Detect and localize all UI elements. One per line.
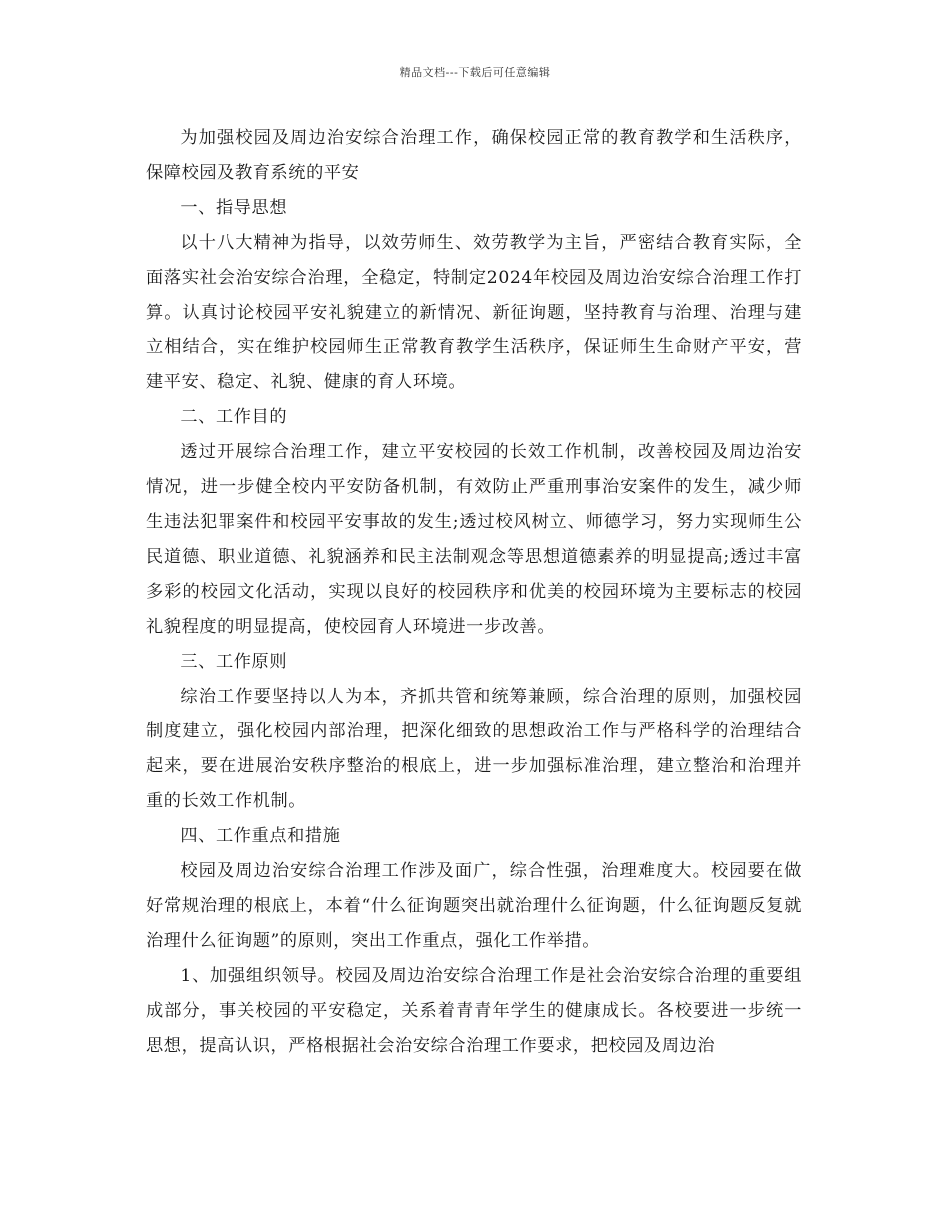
- guiding-thought-paragraph: 以十八大精神为指导，以效劳师生、效劳教学为主旨，严密结合教育实际，全面落实社会治安综合治理，全稳定，特制定2024年校园及周边治安综合治理工作打算。认真讨论校园平安礼貌建立的新情况、新征询题，坚持教育与治理、治理与建立相结合，实在维护校园师生正常教育教学生活秩序，保证师生生命财产平安，营建平安、稳定、礼貌、健康的育人环境。: [146, 232, 802, 393]
- document-body: [146, 121, 802, 1063]
- page-header: 精品文档---下载后可任意编辑: [399, 66, 551, 79]
- section-heading-key-measures: 四、工作重点和措施: [180, 826, 341, 847]
- work-goal-paragraph: 透过开展综合治理工作，建立平安校园的长效工作机制，改善校园及周边治安情况，进一步健全校内平安防备机制，有效防止严重刑事治安案件的发生，减少师生违法犯罪案件和校园平安事故的发生;透过校风树立、师德学习，努力实现师生公民道德、职业道德、礼貌涵养和民主法制观念等思想道德素养的明显提高;透过丰富多彩的校园文化活动，实现以良好的校园秩序和优美的校园环境为主要标志的校园礼貌程度的明显提高，使校园育人环境进一步改善。: [146, 442, 802, 637]
- intro-paragraph: 为加强校园及周边治安综合治理工作，确保校园正常的教育教学和生活秩序，保障校园及教育系统的平安: [146, 128, 802, 183]
- section-heading-work-principle: 三、工作原则: [180, 651, 288, 672]
- work-principle-paragraph: 综治工作要坚持以人为本，齐抓共管和统筹兼顾，综合治理的原则，加强校园制度建立，强化校园内部治理，把深化细致的思想政治工作与严格科学的治理结合起来，要在进展治安秩序整治的根底上，进一步加强标准治理，建立整治和治理并重的长效工作机制。: [146, 686, 802, 812]
- measure-1-paragraph: 1、加强组织领导。校园及周边治安综合治理工作是社会治安综合治理的重要组成部分，事关校园的平安稳定，关系着青青年学生的健康成长。各校要进一步统一思想，提高认识，严格根据社会治安综合治理工作要求，把校园及周边治: [146, 965, 802, 1056]
- section-heading-guiding-thought: 一、指导思想: [180, 197, 288, 218]
- key-measures-paragraph: 校园及周边治安综合治理工作涉及面广，综合性强，治理难度大。校园要在做好常规治理的根底上，本着“什么征询题突出就治理什么征询题，什么征询题反复就治理什么征询题”的原则，突出工作重点，强化工作举措。: [146, 861, 802, 951]
- section-heading-work-goal: 二、工作目的: [180, 407, 288, 428]
